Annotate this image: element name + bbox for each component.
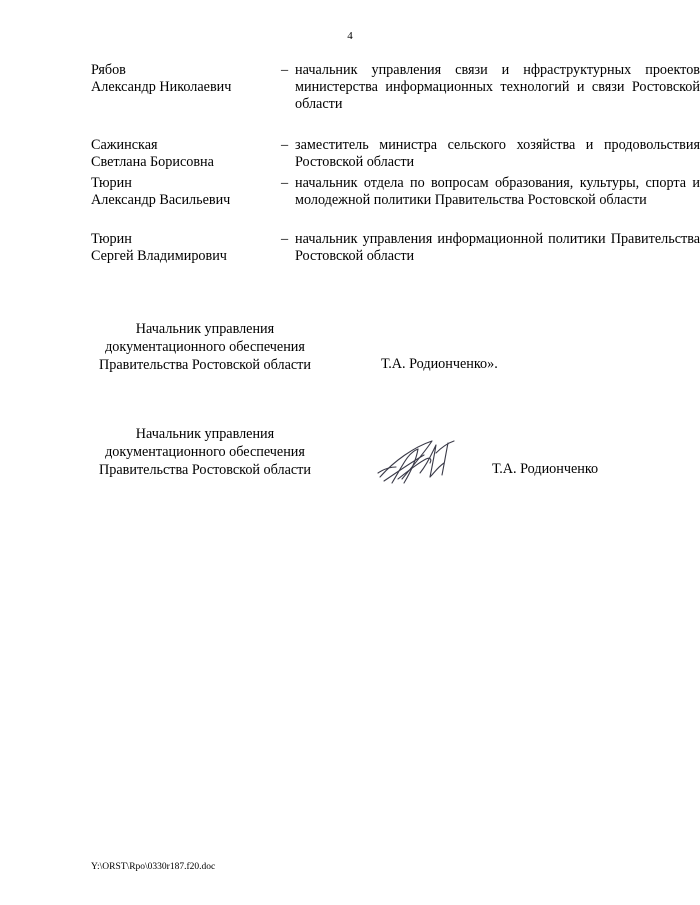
- member-position: начальник управления информационной политики Правительства Ростовской области: [295, 231, 700, 264]
- signatory-title-line: Правительства Ростовской области: [99, 357, 311, 373]
- member-surname: Тюрин: [91, 175, 132, 191]
- member-given-names: Александр Васильевич: [91, 192, 231, 208]
- signatory-title-line: документационного обеспечения: [105, 444, 305, 460]
- handwritten-signature: [374, 433, 464, 489]
- member-name: [91, 62, 271, 96]
- member-name: [91, 231, 271, 265]
- signatory-name: Т.А. Родионченко: [492, 461, 599, 477]
- member-position: заместитель министра сельского хозяйства и продовольствия Ростовской области: [295, 137, 700, 170]
- dash: –: [281, 62, 289, 78]
- member-given-names: Светлана Борисовна: [91, 154, 214, 170]
- signatory-title: [91, 320, 319, 374]
- signatory-title-line: Правительства Ростовской области: [99, 462, 311, 478]
- member-name: [91, 137, 271, 171]
- signatory-title-line: Начальник управления: [135, 321, 275, 337]
- member-position: начальник управления связи и нфраструктурных проектов министерства информационных технологий и связи Ростовской области: [295, 62, 700, 112]
- signatory-title-line: Начальник управления: [135, 426, 275, 442]
- signatory-title-line: документационного обеспечения: [105, 339, 305, 355]
- dash: –: [281, 231, 289, 247]
- dash: –: [281, 175, 289, 191]
- member-surname: Рябов: [91, 62, 126, 78]
- page-number: 4: [347, 30, 353, 42]
- footer-file-path: Y:\ORST\Rpo\0330r187.f20.doc: [91, 862, 216, 872]
- member-given-names: Сергей Владимирович: [91, 248, 227, 264]
- signatory-title: [91, 425, 319, 479]
- member-name: [91, 175, 271, 209]
- signatory-name: Т.А. Родионченко».: [381, 356, 498, 372]
- member-position: начальник отдела по вопросам образования, культуры, спорта и молодежной политики Правительства Ростовской области: [295, 175, 700, 208]
- member-given-names: Александр Николаевич: [91, 79, 232, 95]
- dash: –: [281, 137, 289, 153]
- member-surname: Тюрин: [91, 231, 132, 247]
- member-surname: Сажинская: [91, 137, 158, 153]
